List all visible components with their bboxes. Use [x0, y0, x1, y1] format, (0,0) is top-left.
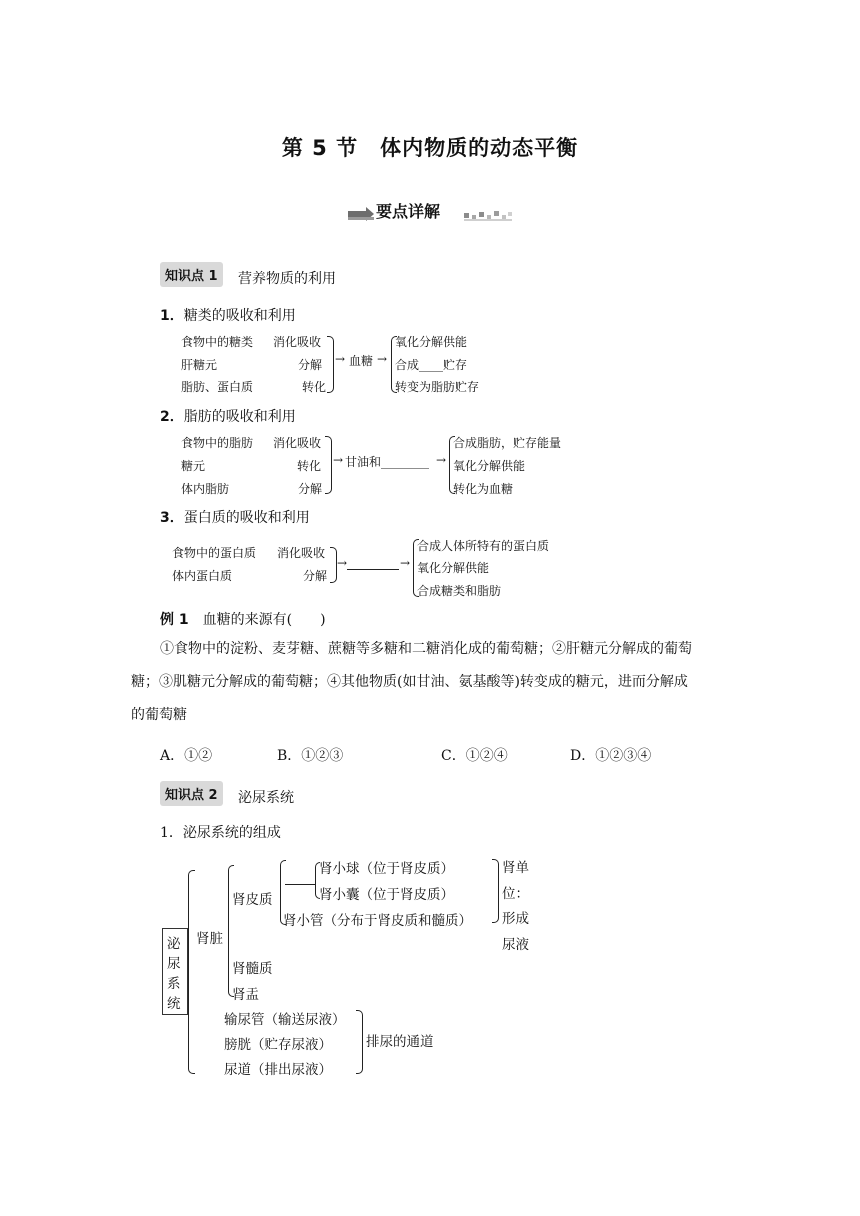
protein-source-name: 食物中的蛋白质: [172, 546, 257, 560]
nephron-note: 肾单: [502, 860, 529, 876]
kidney-label: 肾脏: [196, 931, 223, 947]
kidney-brace: [228, 865, 234, 997]
sugar-use: 转变为脂肪贮存: [395, 380, 480, 394]
kp1-title: 营养物质的利用: [238, 271, 336, 287]
fat-use: 转化为血糖: [453, 482, 514, 496]
medulla-label: 肾髓质: [232, 961, 273, 977]
nephron-note: 位：: [502, 886, 529, 902]
urinary-heading: 1．泌尿系统的组成: [160, 825, 281, 841]
system-char: 泌: [167, 936, 181, 952]
fat-source-name: 体内脂肪: [181, 482, 230, 496]
protein-source-brace: [330, 547, 337, 583]
fat-use: 氧化分解供能: [453, 459, 526, 473]
nephron-part: 肾小囊（位于肾皮质）: [319, 887, 454, 903]
example-body-line: 糖；③肌糖元分解成的葡萄糖；④其他物质(如甘油、氨基酸等)转变成的糖元，进而分解成: [131, 674, 688, 690]
nephron-part: 肾小球（位于肾皮质）: [319, 861, 454, 877]
fat-source-process: 分解: [298, 482, 323, 496]
passage-item: 输尿管（输送尿液）: [224, 1012, 346, 1028]
system-char: 统: [167, 996, 181, 1012]
cortex-label: 肾皮质: [232, 892, 273, 908]
fat-source-process: 转化: [297, 459, 322, 473]
kp1-badge: 知识点 1: [160, 262, 223, 287]
protein-use: 氧化分解供能: [417, 561, 490, 575]
sugar-source-process: 转化: [302, 380, 327, 394]
fat-source-process: 消化吸收: [273, 436, 322, 450]
fat-source-brace: [325, 436, 332, 494]
fat-use: 合成脂肪，贮存能量: [453, 436, 562, 450]
kp2-title: 泌尿系统: [238, 790, 294, 806]
flow-arrow-icon: →: [400, 556, 411, 570]
protein-use: 合成人体所特有的蛋白质: [417, 539, 550, 553]
passage-note: 排尿的通道: [366, 1034, 434, 1050]
cortex-connector: [285, 884, 315, 885]
fat-source-name: 食物中的脂肪: [181, 436, 254, 450]
fat-middle: 甘油和________: [345, 455, 430, 469]
option-c[interactable]: C．①②④: [441, 748, 508, 764]
passage-brace: [356, 1010, 363, 1074]
section-banner: [346, 198, 516, 224]
system-brace: [188, 870, 195, 1074]
nephron-note: 尿液: [502, 937, 529, 953]
protein-source-process: 消化吸收: [277, 546, 326, 560]
option-d[interactable]: D．①②③④: [570, 748, 652, 764]
system-char: 系: [167, 976, 181, 992]
sugar-source-process: 分解: [298, 358, 323, 372]
sugar-source-process: 消化吸收: [273, 335, 322, 349]
banner-label: 要点详解: [376, 202, 441, 221]
option-a[interactable]: A．①②: [160, 748, 213, 764]
sugar-source-name: 脂肪、蛋白质: [181, 380, 254, 394]
flow-arrow-icon: →: [377, 352, 388, 366]
flow-arrow-icon: →: [333, 453, 344, 467]
passage-item: 尿道（排出尿液）: [224, 1062, 332, 1078]
protein-middle-blank: [347, 569, 399, 570]
sugar-use: 氧化分解供能: [395, 335, 468, 349]
option-b[interactable]: B．①②③: [277, 748, 344, 764]
sugar-use: 合成____贮存: [395, 358, 468, 372]
protein-source-name: 体内蛋白质: [172, 569, 233, 583]
protein-source-process: 分解: [303, 569, 328, 583]
page-title: 第 5 节 体内物质的动态平衡: [281, 136, 579, 160]
flow-arrow-icon: →: [436, 453, 447, 467]
fat-source-name: 糖元: [181, 459, 206, 473]
pelvis-label: 肾盂: [232, 987, 259, 1003]
sugar-source-brace: [327, 336, 334, 393]
flow-arrow-icon: →: [335, 352, 346, 366]
nephron-brace: [492, 859, 499, 923]
sugar-source-name: 肝糖元: [181, 358, 218, 372]
example-question: 例 1 血糖的来源有( ): [160, 612, 326, 628]
fat-heading: 2．脂肪的吸收和利用: [160, 409, 296, 425]
system-char: 尿: [167, 956, 181, 972]
example-body-line: 的葡萄糖: [131, 707, 187, 723]
sugar-heading: 1．糖类的吸收和利用: [160, 308, 296, 324]
flow-arrow-icon: →: [337, 556, 348, 570]
kp2-badge: 知识点 2: [160, 781, 223, 806]
protein-use: 合成糖类和脂肪: [417, 584, 502, 598]
nephron-part: 肾小管（分布于肾皮质和髓质）: [283, 913, 472, 929]
sugar-source-name: 食物中的糖类: [181, 335, 254, 349]
example-body-line: ①食物中的淀粉、麦芽糖、蔗糖等多糖和二糖消化成的葡萄糖；②肝糖元分解成的葡萄: [160, 641, 692, 657]
protein-heading: 3．蛋白质的吸收和利用: [160, 510, 310, 526]
nephron-note: 形成: [502, 911, 529, 927]
passage-item: 膀胱（贮存尿液）: [224, 1037, 332, 1053]
sugar-middle: 血糖: [349, 354, 374, 368]
